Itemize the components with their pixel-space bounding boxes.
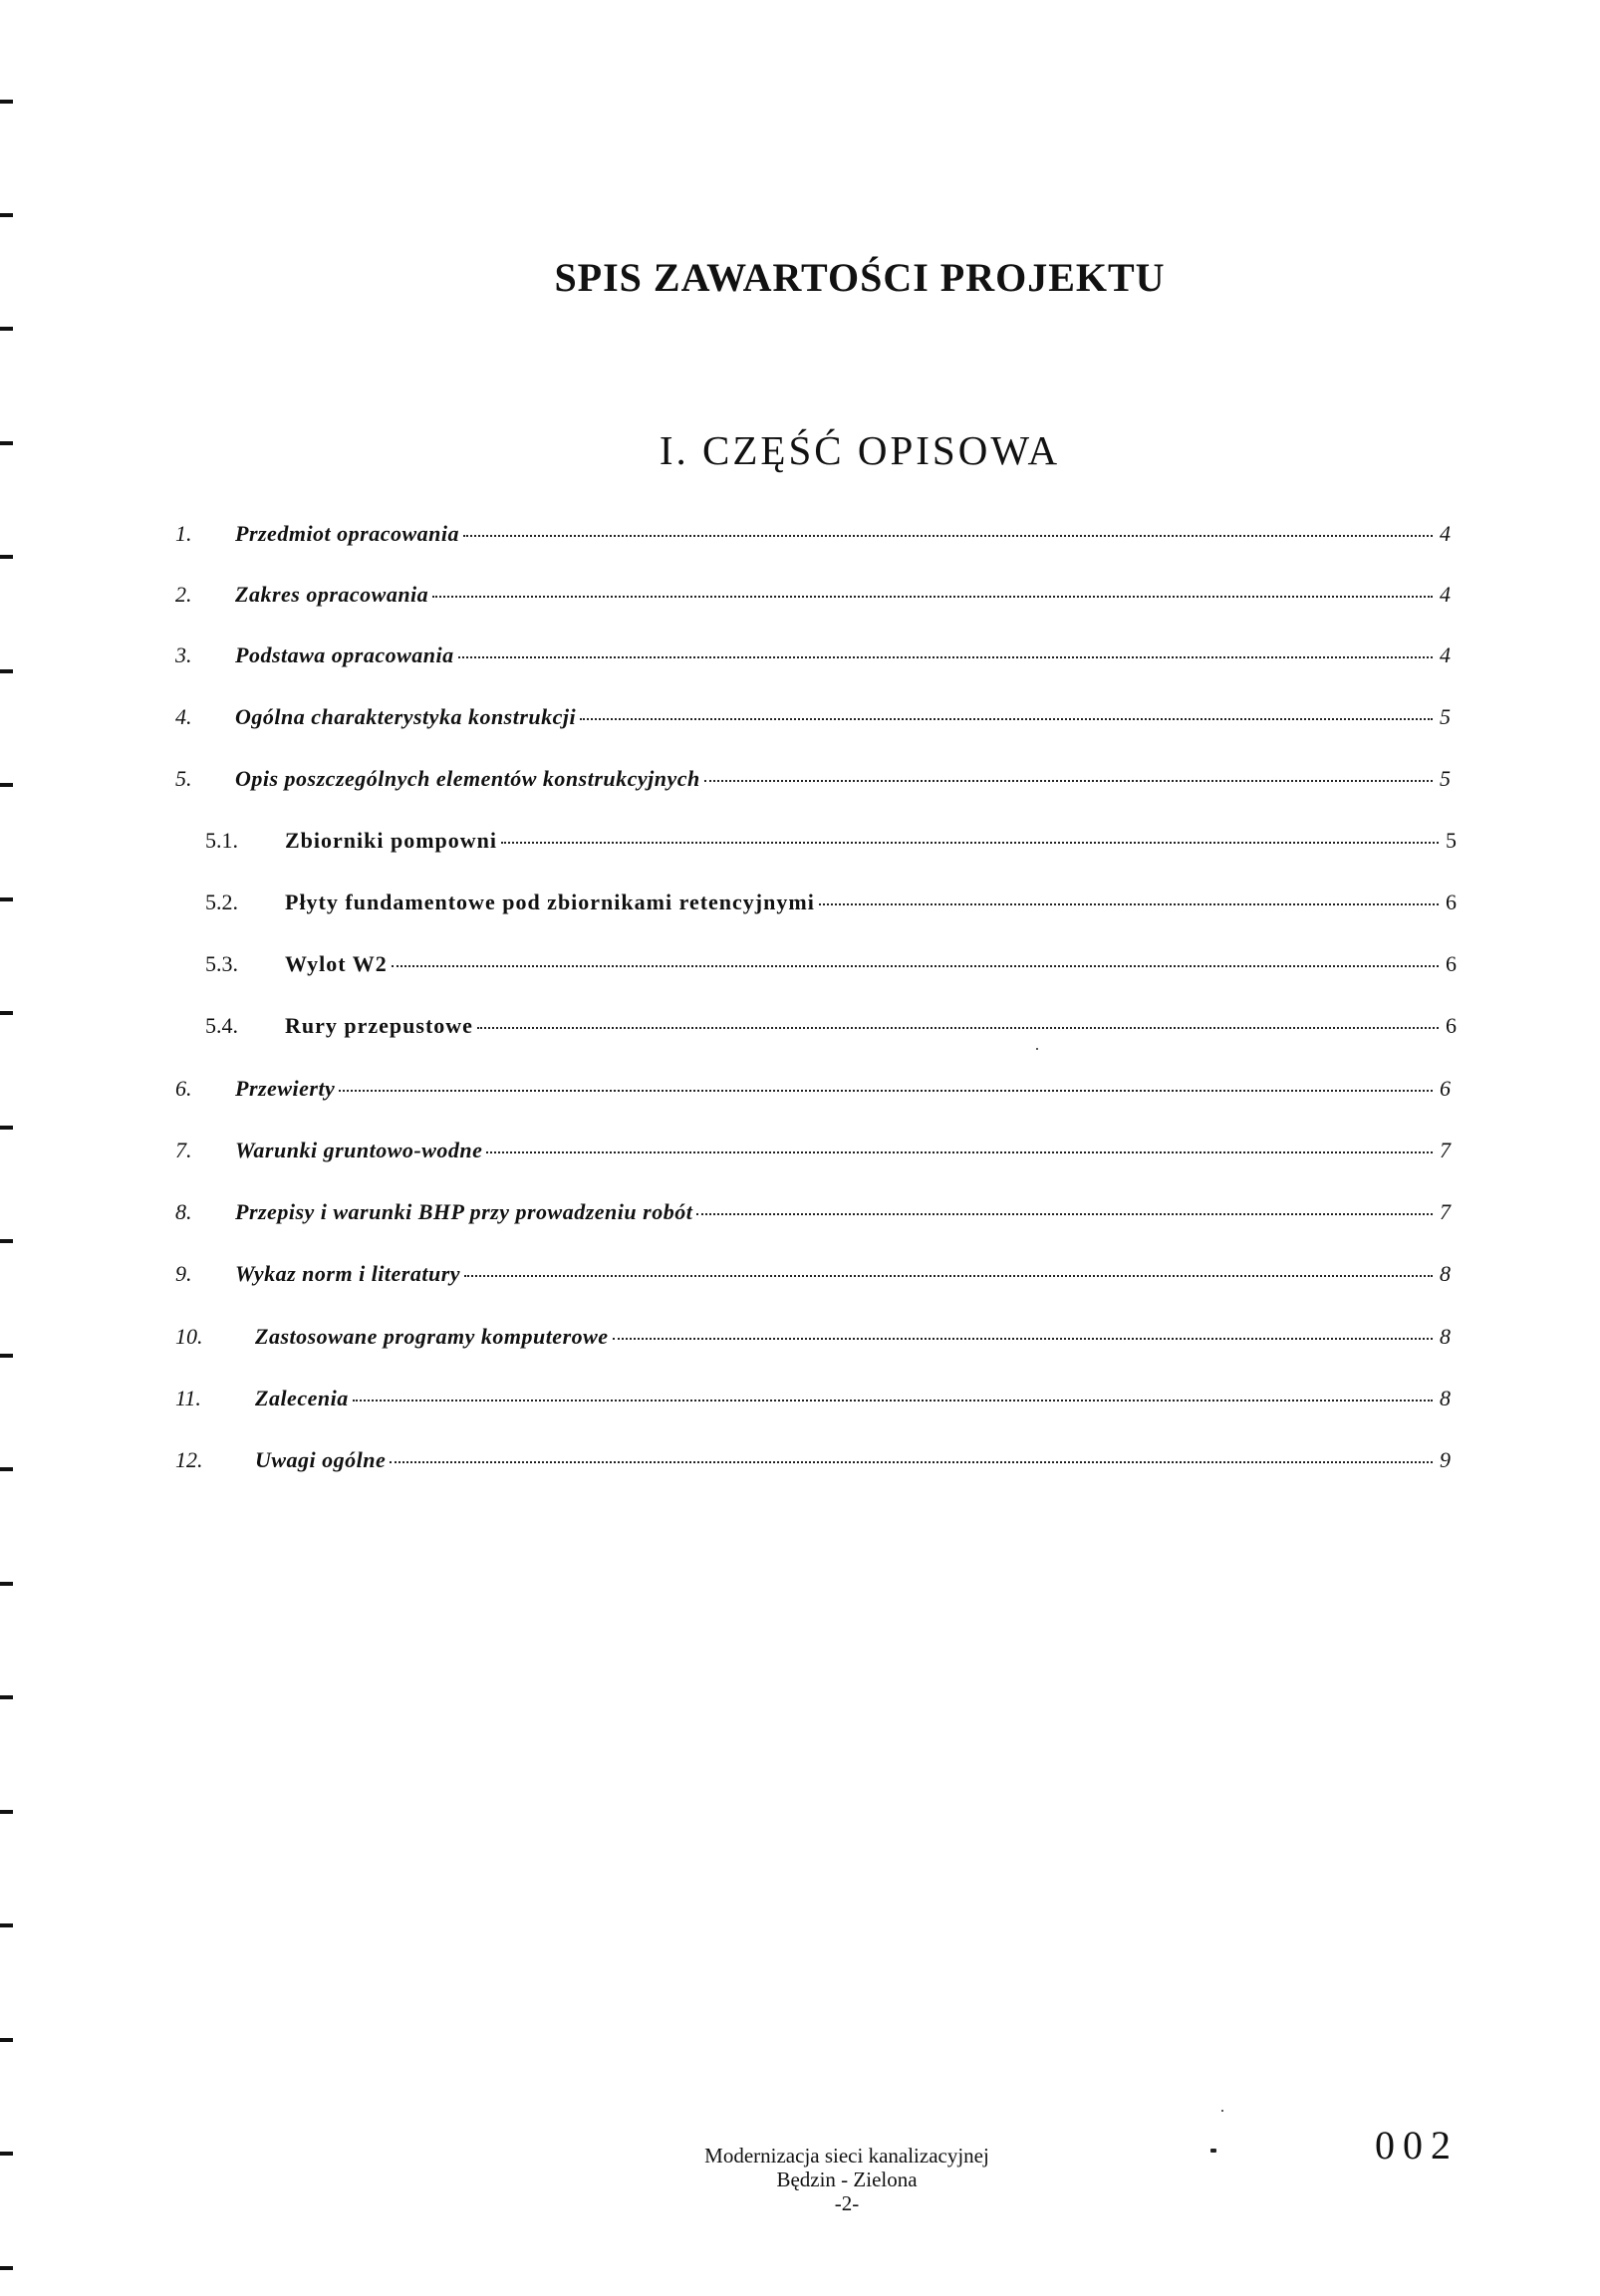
binder-mark — [0, 783, 13, 787]
footer-location: Będzin - Zielona — [776, 2168, 918, 2191]
scan-speck — [1210, 2149, 1216, 2153]
toc-entry-page: 8 — [1440, 1324, 1451, 1349]
toc-entry-number: 3. — [175, 642, 192, 667]
toc-entry-title: Ogólna charakterystyka konstrukcji — [235, 704, 577, 729]
toc-entry-number: 5. — [175, 766, 192, 791]
toc-entry-title: Zbiorniki pompowni — [285, 828, 498, 853]
toc-dot-leader — [339, 1090, 1433, 1092]
toc-entry-page: 8 — [1440, 1261, 1451, 1286]
toc-entry-number: 6. — [175, 1076, 192, 1101]
toc-entry-title: Wylot W2 — [285, 951, 388, 976]
toc-entry-page: 4 — [1440, 582, 1451, 607]
toc-entry — [175, 521, 1451, 557]
toc-dot-leader — [486, 1151, 1433, 1153]
document-title: SPIS ZAWARTOŚCI PROJEKTU — [554, 255, 1166, 300]
toc-entry-number: 5.3. — [205, 951, 238, 976]
toc-entry — [175, 1261, 1451, 1297]
binder-mark — [0, 1810, 13, 1814]
toc-entry-title: Przedmiot opracowania — [235, 521, 460, 546]
toc-entry-title: Zakres opracowania — [235, 582, 429, 607]
toc-entry-number: 9. — [175, 1261, 192, 1286]
toc-dot-leader — [696, 1213, 1433, 1215]
toc-entry-page: 8 — [1440, 1386, 1451, 1410]
binder-mark — [0, 2266, 13, 2270]
binder-mark — [0, 1126, 13, 1130]
toc-entry-title: Zalecenia — [255, 1386, 349, 1410]
toc-entry-page: 9 — [1440, 1447, 1451, 1472]
toc-entry-page: 5 — [1440, 704, 1451, 729]
toc-entry-page: 6 — [1446, 1013, 1457, 1038]
toc-entry-number: 2. — [175, 582, 192, 607]
binder-mark — [0, 100, 13, 104]
toc-entry — [175, 1013, 1457, 1049]
binder-mark — [0, 1695, 13, 1699]
toc-entry-number: 12. — [175, 1447, 203, 1472]
binder-mark — [0, 1354, 13, 1358]
binder-mark — [0, 897, 13, 901]
toc-entry-number: 10. — [175, 1324, 203, 1349]
toc-entry-title: Podstawa opracowania — [235, 642, 454, 667]
toc-entry-page: 6 — [1440, 1076, 1451, 1101]
toc-entry-page: 5 — [1440, 766, 1451, 791]
binder-mark — [0, 1239, 13, 1243]
toc-entry — [175, 1324, 1451, 1360]
binder-mark — [0, 1011, 13, 1015]
toc-entry-number: 7. — [175, 1138, 192, 1162]
page-stamp-number: 002 — [1375, 2123, 1459, 2168]
toc-entry — [175, 704, 1451, 740]
toc-dot-leader — [613, 1338, 1433, 1340]
footer-project-name: Modernizacja sieci kanalizacyjnej — [704, 2144, 989, 2168]
page-footer — [598, 2144, 1096, 2215]
toc-dot-leader — [819, 903, 1439, 905]
toc-entry-number: 5.2. — [205, 890, 238, 914]
toc-dot-leader — [501, 842, 1439, 844]
toc-entry-page: 7 — [1440, 1199, 1451, 1224]
toc-entry-title: Płyty fundamentowe pod zbiornikami retencyjnymi — [285, 890, 815, 914]
toc-entry-number: 1. — [175, 521, 192, 546]
toc-entry — [175, 1447, 1451, 1483]
toc-entry-title: Rury przepustowe — [285, 1013, 473, 1038]
toc-entry-number: 5.4. — [205, 1013, 238, 1038]
toc-entry — [175, 951, 1457, 987]
scan-speck — [1221, 2110, 1223, 2112]
toc-entry-title: Zastosowane programy komputerowe — [255, 1324, 609, 1349]
toc-entry-number: 8. — [175, 1199, 192, 1224]
toc-entry-number: 4. — [175, 704, 192, 729]
binder-mark — [0, 1582, 13, 1586]
section-title: I. CZĘŚĆ OPISOWA — [659, 427, 1061, 473]
toc-entry-title: Uwagi ogólne — [255, 1447, 387, 1472]
toc-entry — [175, 828, 1457, 864]
toc-entry-title: Przepisy i warunki BHP przy prowadzeniu robót — [235, 1199, 693, 1224]
toc-entry — [175, 890, 1457, 925]
toc-dot-leader — [580, 718, 1433, 720]
toc-entry-title: Opis poszczególnych elementów konstrukcyjnych — [235, 766, 700, 791]
toc-dot-leader — [432, 596, 1433, 598]
toc-entry-page: 6 — [1446, 951, 1457, 976]
toc-dot-leader — [704, 780, 1433, 782]
toc-entry — [175, 766, 1451, 802]
toc-entry-title: Warunki gruntowo-wodne — [235, 1138, 483, 1162]
toc-entry — [175, 582, 1451, 618]
toc-entry — [175, 1076, 1451, 1112]
toc-entry-number: 11. — [175, 1386, 201, 1410]
toc-entry-title: Przewierty — [235, 1076, 336, 1101]
toc-dot-leader — [477, 1027, 1439, 1029]
toc-entry — [175, 1386, 1451, 1421]
binder-mark — [0, 669, 13, 673]
footer-page-number: -2- — [834, 2191, 860, 2215]
binder-mark — [0, 213, 13, 217]
toc-entry-page: 6 — [1446, 890, 1457, 914]
toc-entry — [175, 1199, 1451, 1235]
binder-punch-marks — [0, 0, 20, 2296]
toc-dot-leader — [458, 656, 1433, 658]
toc-entry — [175, 642, 1451, 678]
binder-mark — [0, 441, 13, 445]
scan-speck — [1036, 1048, 1038, 1050]
binder-mark — [0, 327, 13, 331]
toc-entry-page: 4 — [1440, 642, 1451, 667]
toc-entry-page: 4 — [1440, 521, 1451, 546]
binder-mark — [0, 1467, 13, 1471]
toc-entry-number: 5.1. — [205, 828, 238, 853]
binder-mark — [0, 2038, 13, 2042]
toc-entry-page: 7 — [1440, 1138, 1451, 1162]
toc-entry-title: Wykaz norm i literatury — [235, 1261, 461, 1286]
binder-mark — [0, 555, 13, 559]
toc-entry — [175, 1138, 1451, 1173]
toc-dot-leader — [464, 1275, 1433, 1277]
toc-dot-leader — [390, 1461, 1433, 1463]
toc-dot-leader — [392, 965, 1439, 967]
toc-dot-leader — [353, 1400, 1433, 1402]
toc-entry-page: 5 — [1446, 828, 1457, 853]
toc-dot-leader — [463, 535, 1433, 537]
binder-mark — [0, 2152, 13, 2156]
binder-mark — [0, 1923, 13, 1927]
